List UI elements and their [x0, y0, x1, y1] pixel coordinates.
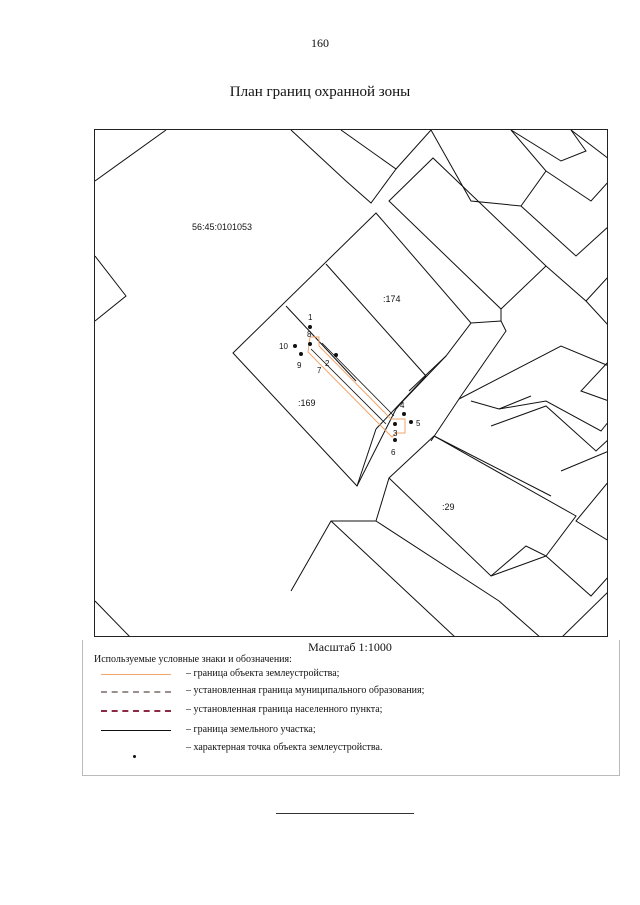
scale-label: Масштаб 1:1000 [308, 640, 392, 654]
page-number: 160 [311, 36, 329, 50]
object-boundary [308, 337, 405, 437]
point-label-4: 4 [400, 401, 405, 410]
legend-item-text: – граница объекта землеустройства; [186, 668, 340, 679]
point-6-dot [393, 438, 397, 442]
legend-item-text: – граница земельного участка; [186, 724, 316, 735]
legend-item-text: – установленная граница муниципального образования; [186, 685, 425, 696]
point-label-9: 9 [297, 361, 302, 370]
legend-item-text: – характерная точка объекта землеустройства. [186, 742, 383, 753]
road-edge [409, 356, 446, 391]
parcel-outline [511, 130, 586, 161]
point-label-7: 7 [317, 366, 322, 375]
legend-item-characteristic-point [0, 742, 620, 756]
parcel-outline [376, 521, 499, 601]
point-9-dot [299, 352, 303, 356]
parcel-outline [459, 346, 608, 399]
point-3-dot [393, 422, 397, 426]
plan-title: План границ охранной зоны [229, 84, 411, 100]
parcel-outline [389, 436, 576, 576]
point-4-dot [402, 412, 406, 416]
parcel-outline [586, 301, 608, 326]
cadastral-map [94, 129, 608, 637]
road-edge [431, 321, 506, 441]
parcel-outline [357, 429, 376, 486]
parcel-outline [491, 406, 608, 451]
legend-item-municipal-boundary [0, 685, 620, 699]
point-label-3: 3 [393, 429, 398, 438]
point-label-10: 10 [279, 342, 288, 351]
parcel-outline [331, 521, 456, 637]
parcel-outline [576, 481, 608, 541]
point-1-dot [308, 325, 312, 329]
parcel-outline [546, 266, 608, 301]
parcel-outline [291, 130, 396, 203]
land-parcel-boundaries [95, 130, 608, 637]
point-10-dot [293, 344, 297, 348]
parcel-outline [581, 361, 608, 401]
dot-symbol [133, 755, 136, 758]
point-label-1: 1 [308, 313, 313, 322]
signature-line [276, 813, 414, 814]
parcel-174-label: :174 [383, 294, 401, 304]
parcel-outline [233, 213, 471, 486]
parcel-outline [95, 601, 131, 637]
parcel-outline [546, 171, 608, 201]
parcel-outline [396, 130, 431, 169]
parcel-outline [434, 436, 551, 496]
parcel-outline [546, 556, 608, 596]
legend-item-land-boundary [0, 724, 620, 738]
legend-title: Используемые условные знаки и обозначения: [94, 654, 292, 665]
point-label-2: 2 [325, 359, 330, 368]
black-line-symbol [101, 730, 171, 731]
point-label-8: 8 [307, 330, 312, 339]
parcel-outline [499, 601, 541, 637]
parcel-outline [491, 556, 546, 576]
parcel-outline [291, 478, 389, 591]
point-label-5: 5 [416, 419, 421, 428]
legend-item-settlement-boundary [0, 704, 620, 718]
orange-line-symbol [101, 674, 171, 675]
red-dashed-line-symbol [101, 710, 171, 712]
object-axis-lines [311, 343, 394, 424]
parcel-outline [471, 401, 608, 431]
parcel-outline [561, 591, 608, 637]
quarter-number-label: 56:45:0101053 [192, 222, 253, 232]
parcel-outline [389, 158, 546, 309]
characteristic-points [293, 325, 413, 442]
parcel-169-label: :169 [298, 398, 316, 408]
parcel-outline [499, 396, 531, 409]
point-label-6: 6 [391, 448, 396, 457]
legend-item-object-boundary [0, 668, 620, 682]
legend-item-text: – установленная граница населенного пункта; [186, 704, 383, 715]
parcel-outline [95, 130, 166, 181]
gray-dashed-line-symbol [101, 691, 171, 693]
parcel-outline [326, 264, 426, 376]
point-2-dot [334, 353, 338, 357]
parcel-outline [521, 206, 608, 256]
point-8-dot [308, 342, 312, 346]
parcel-29-label: :29 [442, 502, 455, 512]
parcel-outline [561, 451, 608, 471]
parcel-outline [95, 256, 126, 321]
point-5-dot [409, 420, 413, 424]
